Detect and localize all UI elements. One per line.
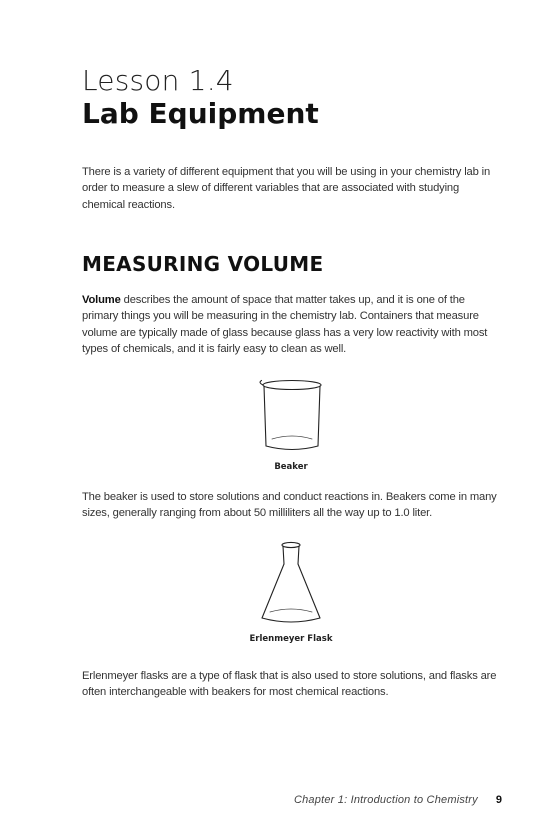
lesson-number: Lesson 1.4 [82, 64, 234, 97]
lesson-title: Lab Equipment [82, 97, 319, 130]
beaker-paragraph: The beaker is used to store solutions and conduct reactions in. Beakers come in many sizes, generally ranging from about 50 milliliters all the way up to 1.0 liter. [82, 491, 497, 520]
beaker-caption: Beaker [274, 462, 308, 472]
page-number: 9 [495, 794, 502, 806]
volume-text: describes the amount of space that matter takes up, and it is one of the primary things you will be measuring in the chemistry lab. Containers that measure volume are typically made of glass because glass has a very low reactivity with most types of chemicals, and it is fairly easy to clean as well. [82, 294, 488, 356]
page-footer [294, 793, 502, 807]
footer-chapter: Chapter 1: Introduction to Chemistry [293, 794, 478, 806]
flask-caption: Erlenmeyer Flask [249, 634, 333, 644]
flask-figure [82, 540, 500, 645]
flask-paragraph: Erlenmeyer flasks are a type of flask that is also used to store solutions, and flasks are often interchangeable with beakers for most chemical reactions. [82, 670, 497, 699]
beaker-icon [251, 376, 331, 456]
volume-term: Volume [82, 294, 121, 306]
erlenmeyer-flask-icon [256, 540, 326, 628]
volume-paragraph [82, 292, 500, 358]
intro-paragraph: There is a variety of different equipment that you will be using in your chemistry lab in order to measure a slew of different variables that are associated with studying chemical reactions. [82, 166, 491, 211]
beaker-figure [82, 376, 500, 473]
page [82, 0, 502, 840]
section-heading: MEASURING VOLUME [82, 252, 324, 276]
